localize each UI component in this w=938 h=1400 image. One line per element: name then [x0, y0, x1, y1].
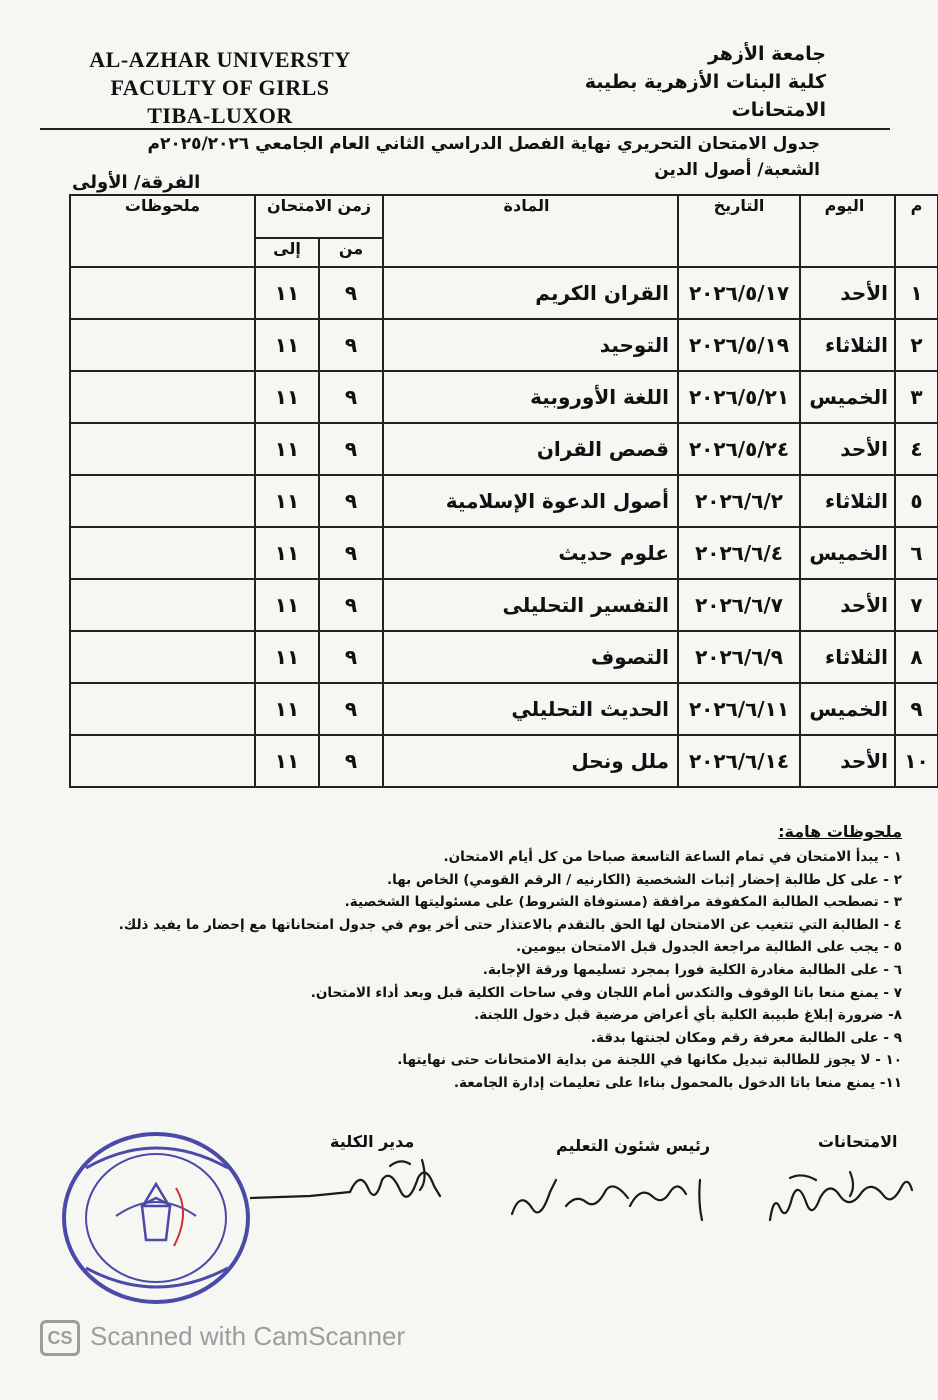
cell-from: ٩ — [319, 683, 383, 735]
ar-line-1: جامعة الأزهر — [707, 43, 826, 65]
cell-day: الأحد — [800, 579, 895, 631]
cell-num: ١ — [895, 267, 938, 319]
cell-subject: علوم حديث — [383, 527, 678, 579]
cell-num: ٤ — [895, 423, 938, 475]
cell-from: ٩ — [319, 475, 383, 527]
cell-day: الخميس — [800, 371, 895, 423]
camscanner-watermark — [40, 1320, 405, 1356]
cell-num: ٣ — [895, 371, 938, 423]
university-name-en — [70, 46, 370, 130]
table-row — [70, 631, 938, 683]
cell-to: ١١ — [255, 579, 319, 631]
cell-num: ٨ — [895, 631, 938, 683]
cell-from: ٩ — [319, 631, 383, 683]
cell-day: الأحد — [800, 267, 895, 319]
header-exam-time: زمن الامتحان — [255, 195, 383, 238]
header-num: م — [895, 195, 938, 267]
table-row — [70, 267, 938, 319]
en-line-2: FACULTY OF GIRLS — [110, 75, 330, 100]
cell-from: ٩ — [319, 579, 383, 631]
cell-notes — [70, 631, 255, 683]
note-item: ٨- ضرورة إبلاغ طبيبة الكلية بأي أعراض مرضية قبل دخول اللجنة. — [474, 1007, 902, 1024]
camscanner-text: Scanned with CamScanner — [90, 1320, 406, 1351]
cell-subject: اللغة الأوروبية — [383, 371, 678, 423]
cell-date: ٢٠٢٦/٥/٢٤ — [678, 423, 800, 475]
table-header-row — [70, 195, 938, 238]
cell-to: ١١ — [255, 267, 319, 319]
division-label: الشعبة/ أصول الدين — [654, 160, 820, 180]
cell-from: ٩ — [319, 527, 383, 579]
cell-notes — [70, 475, 255, 527]
cell-to: ١١ — [255, 735, 319, 787]
handwritten-signatures — [250, 1150, 938, 1260]
schedule-title: جدول الامتحان التحريري نهاية الفصل الدراسي الثاني العام الجامعي ٢٠٢٥/٢٠٢٦م — [147, 134, 820, 154]
cell-day: الأحد — [800, 735, 895, 787]
cell-from: ٩ — [319, 267, 383, 319]
header-divider — [40, 128, 890, 130]
header-from: من — [319, 238, 383, 267]
cell-subject: أصول الدعوة الإسلامية — [383, 475, 678, 527]
cell-to: ١١ — [255, 319, 319, 371]
exam-schedule-table — [69, 194, 938, 788]
cell-num: ١٠ — [895, 735, 938, 787]
cell-num: ٢ — [895, 319, 938, 371]
cell-notes — [70, 371, 255, 423]
table-row — [70, 423, 938, 475]
cell-date: ٢٠٢٦/٦/١١ — [678, 683, 800, 735]
cell-from: ٩ — [319, 319, 383, 371]
note-item: ٩ - على الطالبة معرفة رقم ومكان لجنتها بدقة. — [590, 1029, 902, 1046]
sig-label-college-director: مدير الكلية — [330, 1132, 415, 1151]
table-row — [70, 683, 938, 735]
table-row — [70, 735, 938, 787]
cell-subject: القران الكريم — [383, 267, 678, 319]
note-item: ٢ - على كل طالبة إحضار إثبات الشخصية (الكارنيه / الرقم القومي) الخاص بها. — [387, 871, 902, 888]
note-item: ١ - يبدأ الامتحان في تمام الساعة التاسعة صباحا من كل أيام الامتحان. — [443, 849, 902, 865]
cell-from: ٩ — [319, 735, 383, 787]
cell-to: ١١ — [255, 527, 319, 579]
cell-subject: التصوف — [383, 631, 678, 683]
cell-to: ١١ — [255, 423, 319, 475]
cell-date: ٢٠٢٦/٦/١٤ — [678, 735, 800, 787]
level-label: الفرقة/ الأولى — [72, 172, 201, 193]
cell-num: ٥ — [895, 475, 938, 527]
note-item: ٦ - على الطالبة مغادرة الكلية فورا بمجرد تسليمها ورقة الإجابة. — [482, 961, 902, 978]
cell-subject: قصص القران — [383, 423, 678, 475]
cell-notes — [70, 735, 255, 787]
note-item: ٣ - تصطحب الطالبة المكفوفة مرافقة (مستوفاة الشروط) على مسئوليتها الشخصية. — [344, 894, 902, 911]
sig-label-exams: الامتحانات — [818, 1132, 898, 1151]
header-day: اليوم — [800, 195, 895, 267]
cell-num: ٩ — [895, 683, 938, 735]
cell-date: ٢٠٢٦/٥/١٧ — [678, 267, 800, 319]
cell-day: الثلاثاء — [800, 319, 895, 371]
table-row — [70, 475, 938, 527]
notes-list — [118, 846, 902, 1095]
table-row — [70, 319, 938, 371]
en-line-3: TIBA-LUXOR — [147, 103, 293, 128]
ar-line-2: كلية البنات الأزهرية بطيبة — [584, 71, 826, 93]
note-item: ١١- يمنع منعا باتا الدخول بالمحمول بناءا على تعليمات إدارة الجامعة. — [453, 1074, 902, 1091]
cell-date: ٢٠٢٦/٦/٤ — [678, 527, 800, 579]
header-to: إلى — [255, 238, 319, 267]
cell-to: ١١ — [255, 683, 319, 735]
cell-notes — [70, 267, 255, 319]
note-item: ٤ - الطالبة التي تتغيب عن الامتحان لها الحق بالتقدم بالاعتذار حتى أخر يوم في جدول امتحاناتها مع إحضار ما يفيد ذلك. — [118, 916, 902, 933]
cell-notes — [70, 527, 255, 579]
cell-subject: ملل ونحل — [383, 735, 678, 787]
cell-subject: التفسير التحليلى — [383, 579, 678, 631]
notes-title: ملحوظات هامة: — [778, 822, 902, 841]
header-notes: ملحوظات — [70, 195, 255, 267]
cell-day: الخميس — [800, 527, 895, 579]
note-item: ٥ - يجب على الطالبة مراجعة الجدول قبل الامتحان بيومين. — [515, 939, 902, 956]
cell-day: الثلاثاء — [800, 631, 895, 683]
cell-to: ١١ — [255, 371, 319, 423]
cell-notes — [70, 683, 255, 735]
camscanner-logo: CS — [40, 1320, 80, 1356]
cell-to: ١١ — [255, 475, 319, 527]
cell-num: ٧ — [895, 579, 938, 631]
table-row — [70, 371, 938, 423]
cell-notes — [70, 423, 255, 475]
header-subject: المادة — [383, 195, 678, 267]
college-stamp — [56, 1128, 256, 1308]
table-row — [70, 527, 938, 579]
cell-day: الثلاثاء — [800, 475, 895, 527]
table-row — [70, 579, 938, 631]
cell-day: الخميس — [800, 683, 895, 735]
en-line-1: AL-AZHAR UNIVERSTY — [89, 47, 351, 72]
cell-to: ١١ — [255, 631, 319, 683]
cell-num: ٦ — [895, 527, 938, 579]
university-name-ar — [585, 40, 826, 124]
ar-line-3: الامتحانات — [731, 99, 826, 121]
cell-from: ٩ — [319, 423, 383, 475]
cell-date: ٢٠٢٦/٦/٧ — [678, 579, 800, 631]
cell-notes — [70, 579, 255, 631]
cell-day: الأحد — [800, 423, 895, 475]
cell-date: ٢٠٢٦/٥/١٩ — [678, 319, 800, 371]
cell-date: ٢٠٢٦/٥/٢١ — [678, 371, 800, 423]
cell-subject: الحديث التحليلي — [383, 683, 678, 735]
cell-date: ٢٠٢٦/٦/٩ — [678, 631, 800, 683]
cell-subject: التوحيد — [383, 319, 678, 371]
cell-date: ٢٠٢٦/٦/٢ — [678, 475, 800, 527]
cell-notes — [70, 319, 255, 371]
sig-label-education-head: رئيس شئون التعليم — [556, 1136, 711, 1155]
header-date: التاريخ — [678, 195, 800, 267]
note-item: ٧ - يمنع منعا باتا الوقوف والتكدس أمام اللجان وفي ساحات الكلية قبل وبعد أداء الامتحان. — [310, 984, 902, 1001]
note-item: ١٠ - لا يجوز للطالبة تبديل مكانها في اللجنة من بداية الامتحانات حتى نهايتها. — [397, 1052, 902, 1069]
cell-from: ٩ — [319, 371, 383, 423]
